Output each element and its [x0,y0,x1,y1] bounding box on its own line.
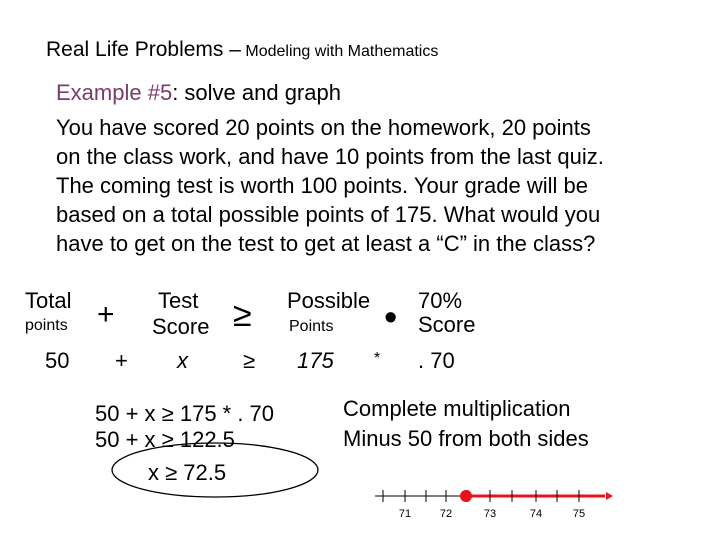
eq-value-175: 175 [297,348,334,373]
problem-line: have to get on the test to get at least a “C” in the class? [56,231,596,256]
problem-line: on the class work, and have 10 points from the last quiz. [56,144,604,169]
eq-value-50: 50 [45,348,70,373]
number-line-label: 71 [398,508,412,520]
model-total-bottom: points [25,317,68,334]
title-main: Real Life Problems – [46,38,241,61]
step-line-2: 50 + x ≥ 122.5 [95,427,235,452]
model-pct-bottom: Score [418,312,476,337]
eq-op-plus: + [115,348,128,373]
problem-line: based on a total possible points of 175. What would you [56,202,601,227]
number-line-label: 72 [439,508,453,520]
eq-op-geq: ≥ [243,348,256,373]
model-plus: + [97,298,115,331]
problem-line: You have scored 20 points on the homework, 20 points [56,115,591,140]
note-line-2: Minus 50 from both sides [343,426,589,451]
problem-line: The coming test is worth 100 points. Your grade will be [56,173,588,198]
eq-value-70: . 70 [418,348,455,373]
model-total-top: Total [25,288,72,313]
title-sub: Modeling with Mathematics [245,43,439,60]
problem-text [56,113,604,258]
model-test-bottom: Score [152,314,210,339]
number-line-label: 74 [529,508,543,520]
answer-text: x ≥ 72.5 [148,460,227,485]
model-possible-bottom: Points [289,318,334,335]
example-heading [56,82,341,104]
model-geq: ≥ [233,296,252,334]
number-line-arrow [606,492,613,500]
model-test-top: Test [158,288,199,313]
number-line-label: 75 [572,508,586,520]
model-multiply-dot: • [384,297,398,339]
note-line-1: Complete multiplication [343,396,571,421]
slide-title [46,39,438,60]
eq-variable-x: x [177,348,188,373]
closed-point [460,490,472,502]
example-rest: : solve and graph [172,80,341,105]
model-pct-top: 70% [418,288,463,313]
model-possible-top: Possible [287,288,371,313]
step-line-1: 50 + x ≥ 175 * . 70 [95,401,275,426]
eq-op-times: * [374,350,381,367]
number-line-label: 73 [483,508,497,520]
example-label: Example #5 [56,80,173,105]
